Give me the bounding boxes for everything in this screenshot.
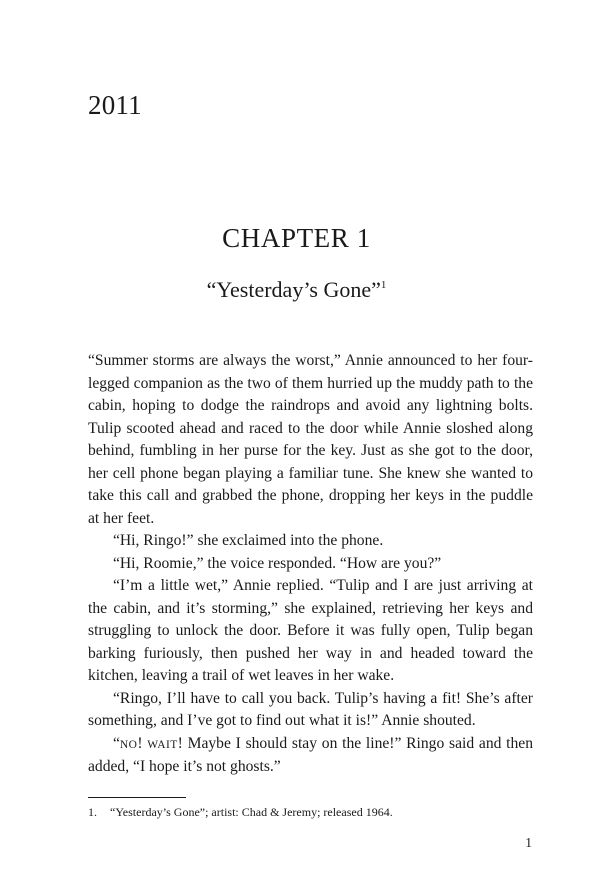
footnote-number: 1. xyxy=(88,805,97,819)
smallcaps-word: WAIT xyxy=(147,738,178,751)
year-heading: 2011 xyxy=(88,90,142,120)
footnote-divider xyxy=(88,797,186,798)
body-text xyxy=(88,350,533,779)
footnote xyxy=(88,804,533,820)
paragraph xyxy=(88,733,533,779)
chapter-subtitle-text: “Yesterday’s Gone” xyxy=(206,277,381,302)
footnote-text: “Yesterday’s Gone”; artist: Chad & Jeremy; released 1964. xyxy=(110,805,393,819)
paragraph: “Summer storms are always the worst,” Annie announced to her four-legged companion as the two of them hurried up the muddy path to the cabin, hoping to dodge the raindrops and avoid any lightning bolts. Tulip scooted ahead and raced to the door while Annie sloshed along behind, fumbling in her purse for the key. Just as she got to the door, her cell phone began playing a familiar tune. She knew she wanted to take this call and grabbed the phone, dropping her keys in the puddle at her feet. xyxy=(88,352,533,527)
paragraph: “Hi, Roomie,” the voice responded. “How are you?” xyxy=(113,554,442,572)
paragraph: “Hi, Ringo!” she exclaimed into the phone. xyxy=(113,532,384,549)
chapter-title: CHAPTER 1 xyxy=(222,223,371,253)
paragraph: “I’m a little wet,” Annie replied. “Tulip and I are just arriving at the cabin, and it’s storming,” she explained, retrieving her keys and struggling to unlock the door. Before it was fully open, Tulip began barking furiously, then pushed her way in and headed toward the kitchen, leaving a trail of wet leaves in her wake. xyxy=(88,577,533,684)
chapter-subtitle xyxy=(0,277,593,303)
punctuation: ! xyxy=(137,734,148,752)
quote-mark: “ xyxy=(113,734,120,752)
smallcaps-word: NO xyxy=(119,738,138,751)
footnote-reference: 1 xyxy=(380,279,387,291)
page-number: 1 xyxy=(525,835,532,850)
paragraph-rest: ! Maybe I should stay on the line!” Ringo said and then added, “I hope it’s not ghosts.” xyxy=(88,734,534,775)
paragraph: “Ringo, I’ll have to call you back. Tulip’s having a fit! She’s after something, and I’ve got to find out what it is!” Annie shouted. xyxy=(88,689,533,729)
